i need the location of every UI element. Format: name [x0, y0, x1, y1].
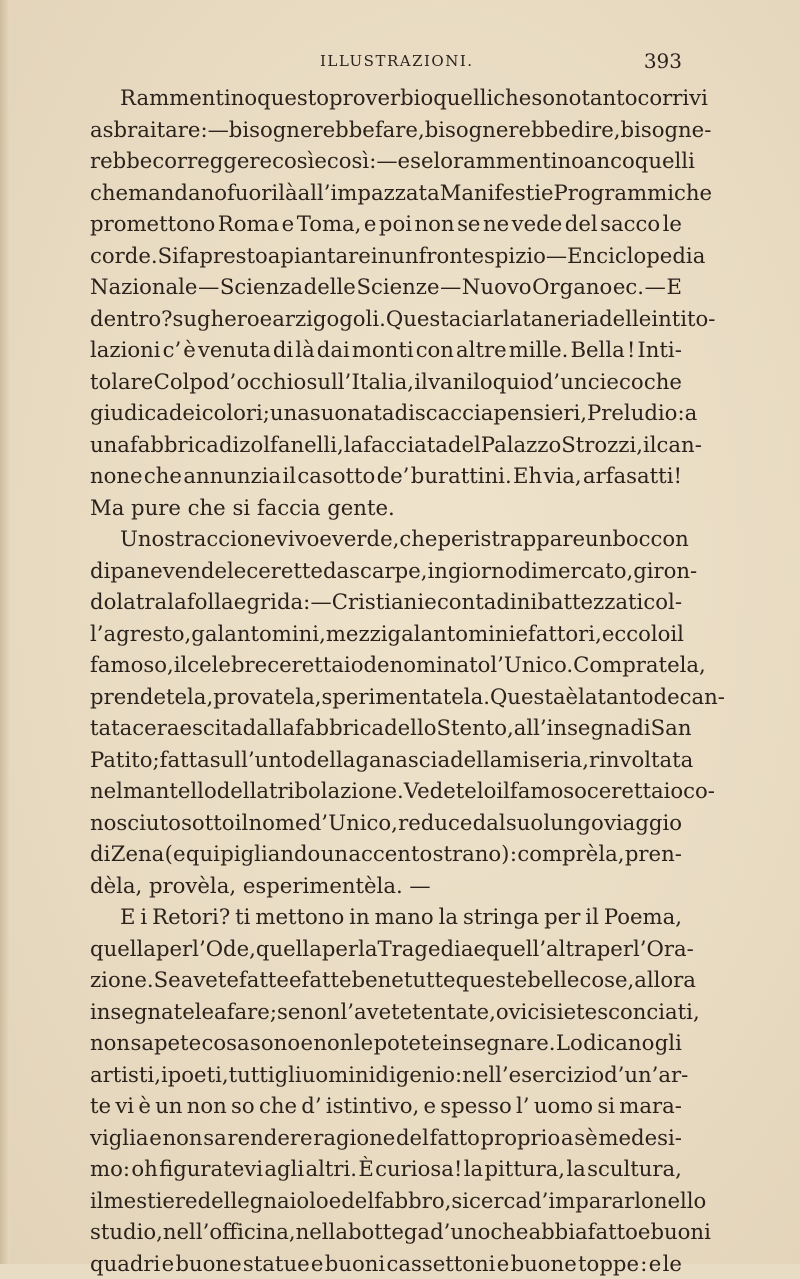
text-line: artisti, i poeti, tutti gli uomini di genio: nell’esercizio d’un’ar- [90, 1059, 682, 1091]
text-line: tata cera escita dalla fabbrica dello Stento, all’ insegna di San [90, 712, 682, 744]
text-line: nel mantello della tribolazione. Vedetelo il famoso cerettaio co- [90, 775, 682, 807]
text-line: l’ agresto, galantomini, mezzi galantomini e fattori, eccolo il [90, 618, 682, 650]
running-title: ILLUSTRAZIONI. [320, 52, 474, 70]
page-number: 393 [644, 49, 682, 73]
text-line: a sbraitare : — bisognerebbe fare, bisognerebbe dire, bisogne- [90, 114, 682, 146]
text-line: corde. Si fa presto a piantare in un frontespizio —Enciclopedia [90, 240, 682, 272]
text-line: Patito; fatta sull’ unto della ganascia della miseria, rinvoltata [90, 744, 682, 776]
text-line: Ma pure che si faccia gente. [90, 492, 682, 524]
text-line: Nazionale — Scienza delle Scienze — Nuovo Organo ec. — E [90, 271, 682, 303]
text-line: te vi è un non so che d’ istintivo, e spesso l’ uomo si mara- [90, 1090, 682, 1122]
paragraph [90, 523, 682, 901]
text-line: promettono Roma e Toma, e poi non se ne vede del sacco le [90, 208, 682, 240]
text-line: zione. Se avete fatte e fatte bene tutte queste belle cose, allora [90, 964, 682, 996]
text-line: tolare Colpo d’ occhio sull’ Italia, il vaniloquio d’ un cieco che [90, 366, 682, 398]
text-line: che mandano fuori là all’ impazzata Manifesti e Programmi che [90, 177, 682, 209]
text-line: nosciuto sotto il nome d’ Unico, reduce dal suo lungo viaggio [90, 807, 682, 839]
text-line: di pane vende le cerette da scarpe, in giorno di mercato, giron- [90, 555, 682, 587]
text-line: dola tra la folla e grida: — Cristiani e contadini battezzati col- [90, 586, 682, 618]
text-line: rebbe correggere così e così : — e se lo rammentino anco quelli [90, 145, 682, 177]
text-line: E i Retori? ti mettono in mano la stringa per il Poema, [90, 901, 682, 933]
text-line: di Zena (e qui pigliando un accento strano) : comprèla, pren- [90, 838, 682, 870]
text-line: quadri e buone statue e buoni cassettoni e buone toppe : e le [90, 1248, 682, 1279]
body-text [90, 82, 682, 1279]
running-head [90, 52, 682, 74]
text-line: dèla, provèla, esperimentèla. — [90, 870, 682, 902]
text-line: Uno straccione vivo e verde, che per istrappare un boccon [90, 523, 682, 555]
text-line: mo: oh figuratevi agli altri. È curiosa! la pittura, la scultura, [90, 1153, 682, 1185]
page-gutter-edge [0, 0, 10, 1264]
paragraph [90, 901, 682, 1279]
text-line: none che annunzia il casotto de’ burattini. Eh via, arfasatti! [90, 460, 682, 492]
text-line: insegnatele a fare; se non l’avete tentate, o vi ci siete sconciati, [90, 996, 682, 1028]
text-line: dentro ? sughero e arzigogoli. Questa ciarlataneria delle intito- [90, 303, 682, 335]
text-line: quella per l’ Ode, quella per la Tragedia e quell’altra per l’Ora- [90, 933, 682, 965]
text-line: una fabbrica di zolfanelli, la facciata del Palazzo Strozzi, il can- [90, 429, 682, 461]
text-line: il mestiere del legnaiolo e del fabbro, si cerca d’impararlo nello [90, 1185, 682, 1217]
paragraph [90, 82, 682, 523]
text-line: lazioni c’ è venuta di là dai monti con altre mille. Bella ! Inti- [90, 334, 682, 366]
text-line: famoso, il celebre cerettaio denominato l’ Unico. Compratela, [90, 649, 682, 681]
text-line: prendetela, provatela, sperimentatela. Questa è la tanto decan- [90, 681, 682, 713]
text-line: Rammentino questo proverbio quelli che sono tanto corrivi [90, 82, 682, 114]
text-line: studio, nell’officina, nella bottega d’uno che abbia fatto e buoni [90, 1216, 682, 1248]
text-line: non sapete cosa sono e non le potete insegnare. Lo dicano gli [90, 1027, 682, 1059]
text-line: giudica dei colori; una suonata di scacciapensieri, Preludio: a [90, 397, 682, 429]
text-line: viglia e non sa rendere ragione del fatto proprio a sè medesi- [90, 1122, 682, 1154]
